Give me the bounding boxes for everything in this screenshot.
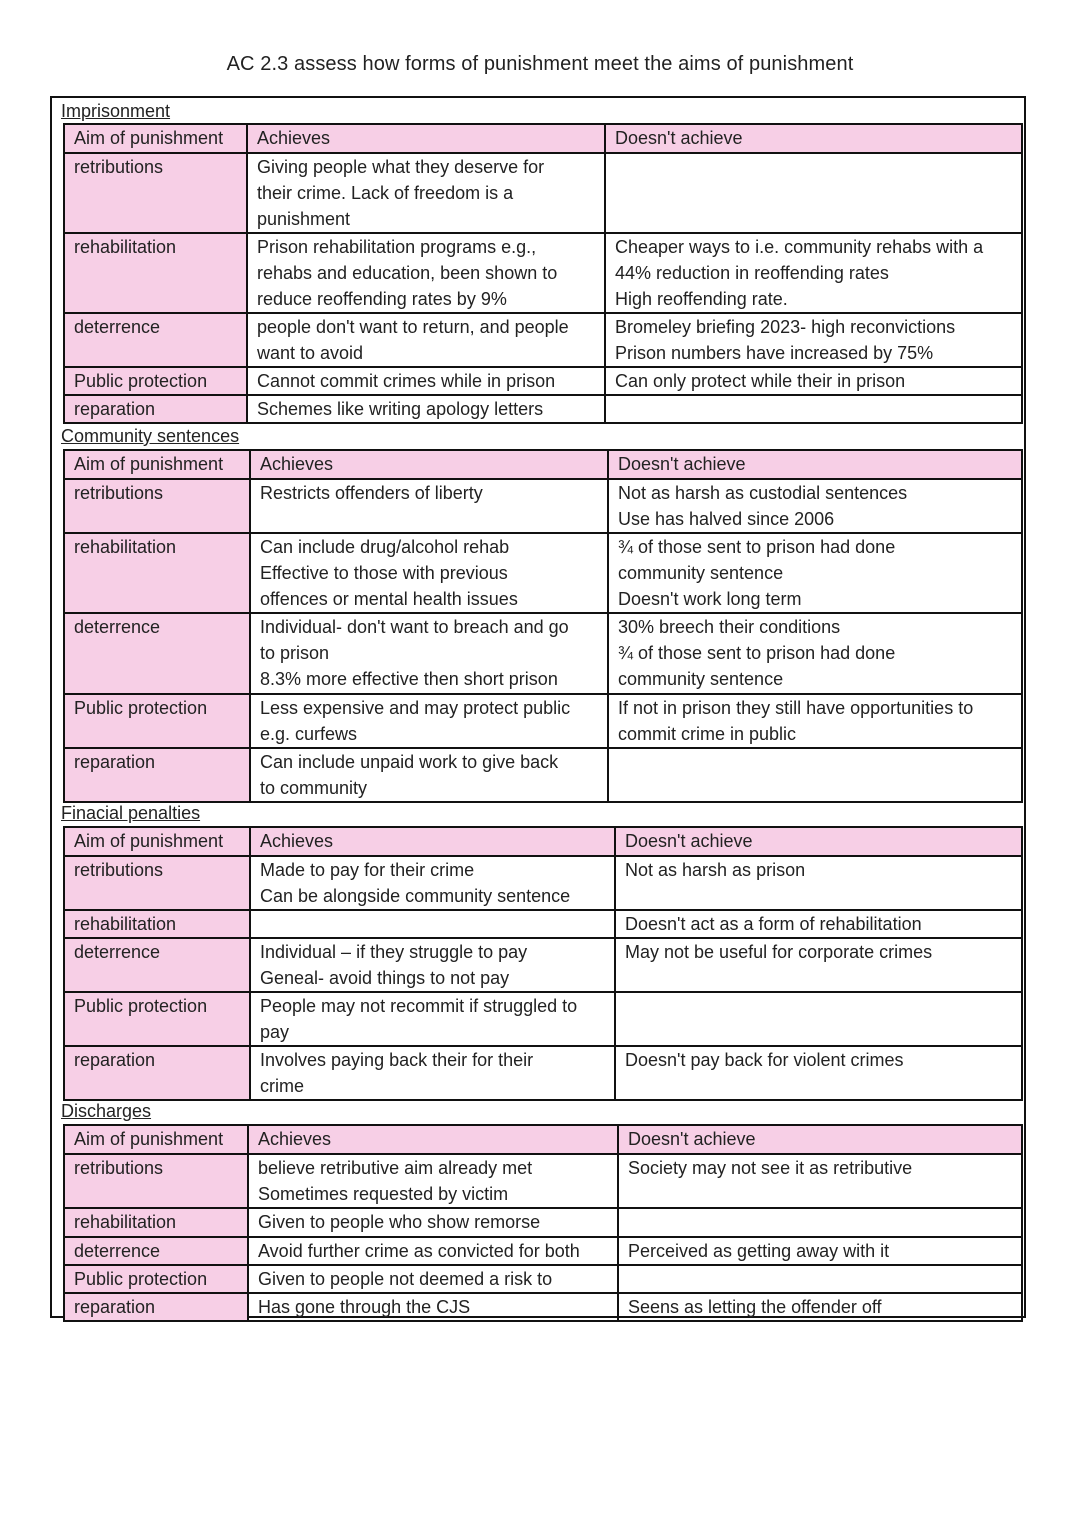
table-row [64, 1265, 1022, 1293]
cell-line: Sometimes requested by victim [258, 1184, 509, 1204]
aim-cell: rehabilitation [64, 910, 250, 938]
doesnt-achieve-cell [615, 910, 1022, 938]
section-title: Community sentences [61, 426, 240, 446]
table-row [64, 992, 1022, 1046]
cell-line: Seens as letting the offender off [628, 1297, 882, 1317]
cell-line: community sentence [618, 669, 784, 689]
achieves-cell [250, 992, 615, 1046]
doesnt-achieve-cell [605, 395, 1022, 423]
aim-cell: rehabilitation [64, 533, 250, 613]
cell-line: their crime. Lack of freedom is a [257, 183, 514, 203]
doesnt-achieve-cell [618, 1265, 1022, 1293]
cell-line: Less expensive and may protect public [260, 698, 571, 718]
table-row [64, 1237, 1022, 1265]
achieves-cell [248, 1154, 618, 1208]
header-aim: Aim of punishment [64, 124, 247, 153]
achieves-cell [250, 1046, 615, 1100]
aim-cell: Public protection [64, 1265, 248, 1293]
table-row [64, 748, 1022, 802]
cell-line: to prison [260, 643, 330, 663]
table-header-row [64, 1125, 1022, 1154]
doesnt-achieve-cell [615, 1046, 1022, 1100]
table-row [64, 233, 1022, 313]
cell-line: Restricts offenders of liberty [260, 483, 483, 503]
table-row [64, 479, 1022, 533]
doesnt-achieve-cell [618, 1237, 1022, 1265]
cell-line: crime [260, 1076, 304, 1096]
cell-line: reduce reoffending rates by 9% [257, 289, 507, 309]
cell-line: If not in prison they still have opportunities to [618, 698, 974, 718]
aim-cell: deterrence [64, 1237, 248, 1265]
aim-cell: rehabilitation [64, 233, 247, 313]
achieves-cell [250, 479, 608, 533]
aim-cell: retributions [64, 153, 247, 233]
cell-line: Individual- don't want to breach and go [260, 617, 569, 637]
cell-line: Given to people not deemed a risk to [258, 1269, 553, 1289]
doesnt-achieve-cell [615, 856, 1022, 910]
cell-line: e.g. curfews [260, 724, 358, 744]
aim-cell: deterrence [64, 613, 250, 694]
cell-line: Avoid further crime as convicted for both [258, 1241, 580, 1261]
doesnt-achieve-cell [605, 367, 1022, 395]
cell-line: Can be alongside community sentence [260, 886, 571, 906]
doesnt-achieve-cell [618, 1293, 1022, 1321]
achieves-cell [250, 910, 615, 938]
cell-line: 30% breech their conditions [618, 617, 841, 637]
aim-cell: deterrence [64, 938, 250, 992]
achieves-cell [247, 233, 605, 313]
cell-line: Bromeley briefing 2023- high reconvictions [615, 317, 956, 337]
cell-line: Geneal- avoid things to not pay [260, 968, 510, 988]
achieves-cell [247, 395, 605, 423]
cell-line: pay [260, 1022, 290, 1042]
cell-line: believe retributive aim already met [258, 1158, 533, 1178]
header-aim: Aim of punishment [64, 450, 250, 479]
cell-line: Doesn't work long term [618, 589, 802, 609]
doesnt-achieve-cell [605, 233, 1022, 313]
achieves-cell [247, 313, 605, 367]
table-row [64, 153, 1022, 233]
cell-line: Effective to those with previous [260, 563, 508, 583]
header-achieves: Achieves [248, 1125, 618, 1154]
header-achieves: Achieves [250, 827, 615, 856]
table-row [64, 313, 1022, 367]
header-doesnt-achieve: Doesn't achieve [615, 827, 1022, 856]
cell-line: Not as harsh as prison [625, 860, 806, 880]
cell-line: ¾ of those sent to prison had done [618, 643, 896, 663]
table-row [64, 694, 1022, 748]
achieves-cell [250, 938, 615, 992]
table-row [64, 367, 1022, 395]
section-title: Imprisonment [61, 101, 171, 121]
cell-line: punishment [257, 209, 351, 229]
section-title: Finacial penalties [61, 803, 201, 823]
cell-line: Perceived as getting away with it [628, 1241, 890, 1261]
cell-line: Doesn't act as a form of rehabilitation [625, 914, 922, 934]
aim-cell: reparation [64, 395, 247, 423]
section-title: Discharges [61, 1101, 152, 1121]
cell-line: Involves paying back their for their [260, 1050, 534, 1070]
doesnt-achieve-cell [608, 533, 1022, 613]
cell-line: Not as harsh as custodial sentences [618, 483, 908, 503]
cell-line: community sentence [618, 563, 784, 583]
doesnt-achieve-cell [608, 613, 1022, 694]
cell-line: Giving people what they deserve for [257, 157, 545, 177]
cell-line: to community [260, 778, 368, 798]
aim-cell: Public protection [64, 694, 250, 748]
table-row [64, 395, 1022, 423]
cell-line: offences or mental health issues [260, 589, 518, 609]
cell-line: ¾ of those sent to prison had done [618, 537, 896, 557]
header-aim: Aim of punishment [64, 827, 250, 856]
achieves-cell [250, 856, 615, 910]
achieves-cell [250, 694, 608, 748]
cell-line: May not be useful for corporate crimes [625, 942, 933, 962]
doesnt-achieve-cell [615, 938, 1022, 992]
aim-cell: retributions [64, 856, 250, 910]
achieves-cell [250, 748, 608, 802]
punishment-table [63, 123, 1023, 424]
cell-line: Society may not see it as retributive [628, 1158, 913, 1178]
doesnt-achieve-cell [605, 313, 1022, 367]
table-row [64, 533, 1022, 613]
cell-line: Made to pay for their crime [260, 860, 475, 880]
aim-cell: Public protection [64, 367, 247, 395]
table-row [64, 1208, 1022, 1237]
header-aim: Aim of punishment [64, 1125, 248, 1154]
punishment-table [63, 826, 1023, 1101]
cell-line: Individual – if they struggle to pay [260, 942, 528, 962]
achieves-cell [247, 153, 605, 233]
doesnt-achieve-cell [605, 153, 1022, 233]
achieves-cell [248, 1293, 618, 1321]
doesnt-achieve-cell [618, 1208, 1022, 1237]
header-achieves: Achieves [250, 450, 608, 479]
cell-line: people don't want to return, and people [257, 317, 569, 337]
punishment-table [63, 449, 1023, 803]
cell-line: Can include unpaid work to give back [260, 752, 559, 772]
achieves-cell [248, 1208, 618, 1237]
table-header-row [64, 827, 1022, 856]
table-row [64, 856, 1022, 910]
doesnt-achieve-cell [608, 694, 1022, 748]
table-row [64, 1154, 1022, 1208]
achieves-cell [248, 1265, 618, 1293]
aim-cell: retributions [64, 1154, 248, 1208]
aim-cell: retributions [64, 479, 250, 533]
cell-line: Use has halved since 2006 [618, 509, 835, 529]
achieves-cell [247, 367, 605, 395]
doesnt-achieve-cell [608, 748, 1022, 802]
aim-cell: reparation [64, 748, 250, 802]
header-doesnt-achieve: Doesn't achieve [618, 1125, 1022, 1154]
doesnt-achieve-cell [608, 479, 1022, 533]
header-doesnt-achieve: Doesn't achieve [608, 450, 1022, 479]
cell-line: Schemes like writing apology letters [257, 399, 544, 419]
aim-cell: reparation [64, 1046, 250, 1100]
achieves-cell [250, 613, 608, 694]
cell-line: Can only protect while their in prison [615, 371, 906, 391]
cell-line: 44% reduction in reoffending rates [615, 263, 889, 283]
table-row [64, 910, 1022, 938]
aim-cell: deterrence [64, 313, 247, 367]
cell-line: Prison rehabilitation programs e.g., [257, 237, 537, 257]
table-row [64, 1293, 1022, 1321]
table-row [64, 613, 1022, 694]
aim-cell: rehabilitation [64, 1208, 248, 1237]
table-header-row [64, 450, 1022, 479]
doesnt-achieve-cell [615, 992, 1022, 1046]
cell-line: Can include drug/alcohol rehab [260, 537, 510, 557]
cell-line: want to avoid [257, 343, 364, 363]
cell-line: Has gone through the CJS [258, 1297, 471, 1317]
table-header-row [64, 124, 1022, 153]
header-doesnt-achieve: Doesn't achieve [605, 124, 1022, 153]
table-row [64, 1046, 1022, 1100]
cell-line: rehabs and education, been shown to [257, 263, 558, 283]
table-row [64, 938, 1022, 992]
aim-cell: reparation [64, 1293, 248, 1321]
cell-line: Given to people who show remorse [258, 1212, 541, 1232]
cell-line: High reoffending rate. [615, 289, 788, 309]
cell-line: Cannot commit crimes while in prison [257, 371, 556, 391]
achieves-cell [250, 533, 608, 613]
cell-line: Doesn't pay back for violent crimes [625, 1050, 904, 1070]
cell-line: commit crime in public [618, 724, 797, 744]
page-title: AC 2.3 assess how forms of punishment meet the aims of punishment [226, 53, 854, 75]
cell-line: Prison numbers have increased by 75% [615, 343, 934, 363]
header-achieves: Achieves [247, 124, 605, 153]
doesnt-achieve-cell [618, 1154, 1022, 1208]
cell-line: Cheaper ways to i.e. community rehabs with a [615, 237, 984, 257]
aim-cell: Public protection [64, 992, 250, 1046]
cell-line: People may not recommit if struggled to [260, 996, 578, 1016]
punishment-table [63, 1124, 1023, 1322]
cell-line: 8.3% more effective then short prison [260, 669, 558, 689]
achieves-cell [248, 1237, 618, 1265]
